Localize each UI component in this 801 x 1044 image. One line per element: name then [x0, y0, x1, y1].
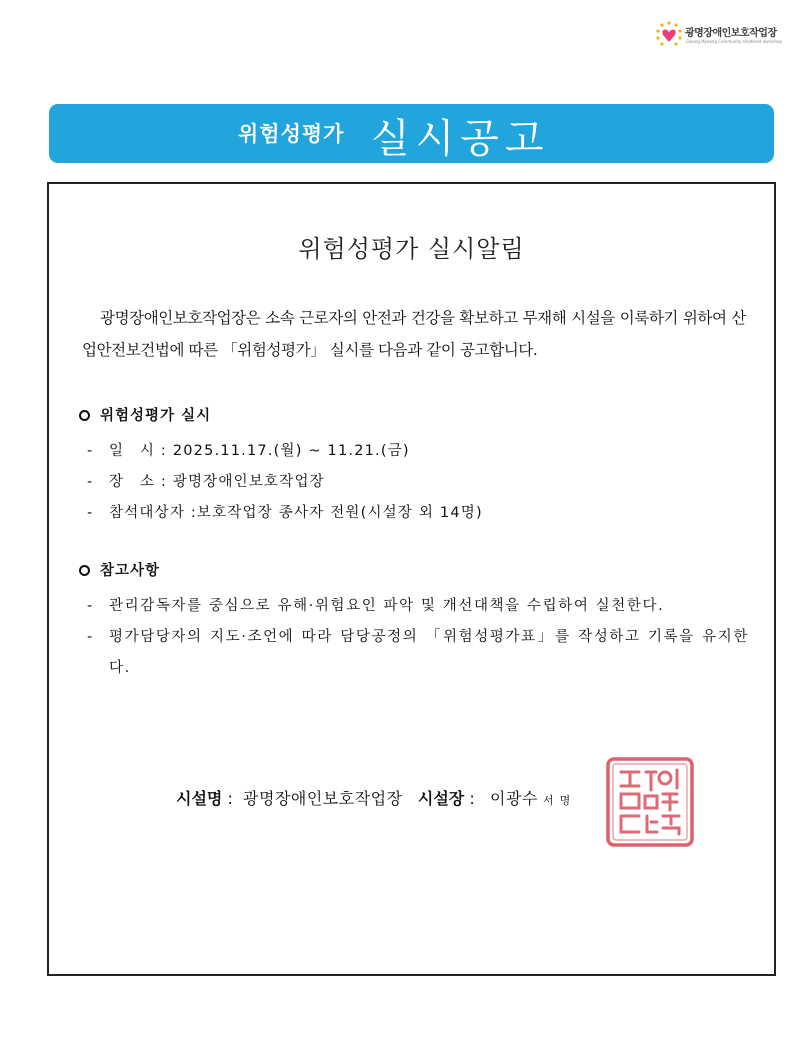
logo-subtitle: Gwang Myeong Community sheltered workshop — [686, 39, 782, 44]
section-notes — [79, 561, 749, 684]
banner-title: 실시공고 — [371, 116, 550, 162]
assessment-list — [79, 436, 749, 529]
signature-line — [176, 786, 576, 809]
notice-frame — [47, 182, 776, 976]
separator: : — [227, 789, 233, 808]
facility-label: 시설명 — [176, 789, 223, 808]
banner-subtitle: 위험성평가 — [238, 121, 345, 146]
section-assessment — [79, 406, 749, 529]
title-banner — [49, 104, 774, 163]
dash-bullet: - — [87, 474, 94, 490]
facility-name: 광명장애인보호작업장 — [243, 789, 403, 808]
list-item — [79, 498, 749, 529]
section-heading-text: 위험성평가 실시 — [100, 408, 212, 424]
circle-bullet-icon — [79, 410, 90, 421]
dash-bullet: - — [87, 598, 94, 614]
list-item-text: 평가담당자의 지도·조언에 따라 담당공정의 「위험성평가표」를 작성하고 기록을 유지한다. — [109, 629, 749, 676]
section-heading — [79, 406, 749, 436]
section-heading — [79, 561, 749, 591]
official-seal — [605, 756, 695, 848]
intro-paragraph: 광명장애인보호작업장은 소속 근로자의 안전과 건강을 확보하고 무재해 시설을 이룩하기 위하여 산업안전보건법에 따른 「위험성평가」 실시를 다음과 같이 공고합니다. — [82, 309, 746, 359]
head-label: 시설장 — [417, 789, 465, 808]
sign-mark: 서명 — [542, 794, 577, 807]
organization-logo — [655, 20, 780, 50]
head-name: 이광수 — [489, 789, 538, 808]
dash-bullet: - — [87, 443, 94, 459]
list-item-text: 장 소 : 광명장애인보호작업장 — [109, 474, 325, 490]
list-item — [79, 436, 749, 467]
list-item-text: 관리감독자를 중심으로 유해·위험요인 파악 및 개선대책을 수립하여 실천한다. — [109, 598, 665, 614]
separator: : — [469, 789, 475, 808]
notes-list — [79, 591, 749, 684]
circle-bullet-icon — [79, 565, 90, 576]
list-item — [79, 622, 749, 684]
list-item — [79, 591, 749, 622]
heart-sun-logo-icon — [655, 20, 683, 48]
dash-bullet: - — [87, 629, 94, 645]
logo-name: 광명장애인보호작업장 — [685, 28, 777, 39]
dash-bullet: - — [87, 505, 94, 521]
list-item-text: 일 시 : 2025.11.17.(월) ~ 11.21.(금) — [109, 443, 410, 459]
document-title: 위험성평가 실시알림 — [298, 235, 525, 263]
list-item — [79, 467, 749, 498]
list-item-text: 참석대상자 :보호작업장 종사자 전원(시설장 외 14명) — [109, 505, 483, 521]
section-heading-text: 참고사항 — [100, 563, 161, 579]
